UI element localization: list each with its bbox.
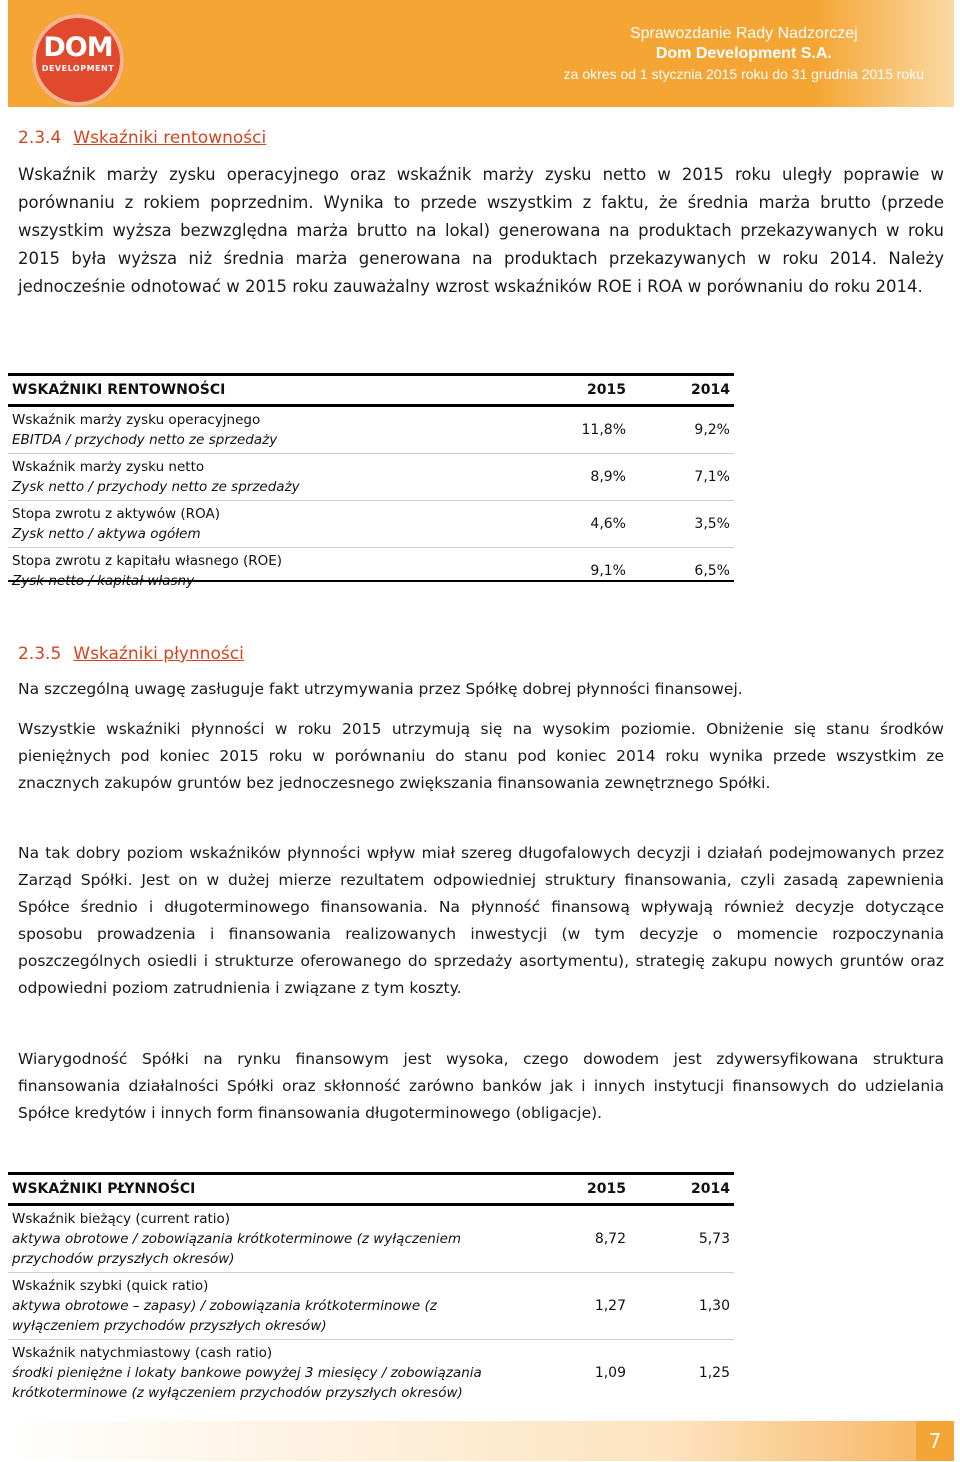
liquidity-table [8, 1172, 734, 1406]
liquidity-paragraph-1: Na szczególną uwagę zasługuje fakt utrzymywania przez Spółkę dobrej płynności finansowej. [18, 680, 743, 698]
table-header-row [8, 1174, 734, 1205]
profitability-paragraph: Wskaźnik marży zysku operacyjnego oraz wskaźnik marży zysku netto w 2015 roku uległy poprawie w porównaniu z rokiem poprzednim. Wynika to przede wszystkim z faktu, że średnia marża brutto (przede wszystkim wyższa bezwzględna marża brutto na lokal) generowana na produktach przekazywanych w roku 2015 była wyższa niż średnia marża generowana na produktach przekazywanych w roku 2014. Należy jednocześnie odnotować w 2015 roku zauważalny wzrost wskaźników ROE i ROA w porównaniu do roku 2014. [18, 165, 944, 296]
company-logo [32, 14, 124, 106]
value-2015: 1,09 [594, 1365, 626, 1381]
value-2014: 3,5% [630, 501, 734, 548]
ratio-name: Wskaźnik szybki (quick ratio) [12, 1278, 209, 1294]
ratio-name: Wskaźnik bieżący (current ratio) [12, 1211, 231, 1227]
ratio-name: Stopa zwrotu z kapitału własnego (ROE) [12, 553, 283, 569]
table-header-year-2014: 2014 [630, 375, 734, 406]
page-footer [8, 1421, 954, 1461]
logo-main-text: DOM [43, 32, 113, 63]
ratio-name: Wskaźnik marży zysku netto [12, 459, 205, 475]
section-title: Wskaźniki rentowności [73, 128, 267, 148]
table-row [8, 548, 734, 595]
section-title: Wskaźniki płynności [73, 644, 244, 664]
section-heading-profitability [18, 128, 266, 148]
table-row [8, 1205, 734, 1273]
value-2015: 9,1% [590, 563, 626, 579]
page-header [8, 0, 954, 107]
ratio-formula: EBITDA / przychody netto ze sprzedaży [12, 432, 278, 448]
ratio-formula: środki pieniężne i lokaty bankowe powyżej 3 miesięcy / zobowiązania krótkoterminowe (z wyłączeniem przychodów przyszłych okresów) [12, 1365, 482, 1401]
table-bottom-rule [8, 580, 734, 582]
table-header-row [8, 375, 734, 406]
ratio-name: Wskaźnik marży zysku operacyjnego [12, 412, 261, 428]
ratio-formula: Zysk netto / aktywa ogółem [12, 526, 201, 542]
table-row [8, 501, 734, 548]
section-number: 2.3.5 [18, 644, 62, 664]
page-number: 7 [916, 1421, 954, 1461]
value-2014: 5,73 [630, 1205, 734, 1273]
liquidity-paragraph-2: Wszystkie wskaźniki płynności w roku 2015 utrzymują się na wysokim poziomie. Obniżenie się stanu środków pieniężnych pod koniec 2015 roku w porównaniu do stanu pod koniec 2014 roku wynika przede wszystkim ze znacznych zakupów gruntów bez jednoczesnego zwiększania finansowania zewnętrznego Spółki. [18, 720, 944, 792]
company-name: Dom Development S.A. [655, 45, 832, 62]
ratio-formula: Zysk netto / kapitał własny [12, 573, 195, 589]
table-header-year-2014: 2014 [630, 1174, 734, 1205]
liquidity-paragraph-3: Na tak dobry poziom wskaźników płynności wpływ miał szereg długofalowych decyzji i działań podejmowanych przez Zarząd Spółki. Jest on w dużej mierze rezultatem odpowiedniej struktury finansowania, czyli zasadą zapewnienia Spółce średnio i długoterminowego finansowania. Na płynność finansową wpływają również decyzje dotyczące sposobu prowadzenia i finansowania realizowanych inwestycji (w tym decyzje o momencie rozpoczynania poszczególnych osiedli i strukturze oferowanego do sprzedaży asortymentu), strategię zakupu nowych gruntów oraz odpowiedni poziom zatrudnienia i związane z tym koszty. [18, 844, 944, 997]
logo-sub-text: DEVELOPMENT [41, 64, 115, 73]
ratio-formula: aktywa obrotowe – zapasy) / zobowiązania krótkoterminowe (z wyłączeniem przychodów przyszłych okresów) [12, 1298, 437, 1334]
ratio-formula: aktywa obrotowe / zobowiązania krótkoterminowe (z wyłączeniem przychodów przyszłych okresów) [12, 1231, 462, 1267]
value-2015: 8,72 [526, 1205, 630, 1273]
header-text [564, 24, 924, 84]
table-row [8, 454, 734, 501]
ratio-name: Wskaźnik natychmiastowy (cash ratio) [12, 1345, 273, 1361]
value-2014: 1,25 [698, 1365, 730, 1381]
report-period: za okres od 1 stycznia 2015 roku do 31 grudnia 2015 roku [563, 66, 924, 82]
section-number: 2.3.4 [18, 128, 62, 148]
table-row [8, 406, 734, 454]
table-row [8, 1273, 734, 1340]
value-2015: 1,27 [526, 1273, 630, 1340]
profitability-table [8, 373, 734, 594]
table-header-year-2015: 2015 [526, 375, 630, 406]
value-2014: 1,30 [630, 1273, 734, 1340]
table-header-label: WSKAŹNIKI RENTOWNOŚCI [8, 375, 526, 406]
table-row [8, 1340, 734, 1407]
value-2015: 11,8% [526, 406, 630, 454]
liquidity-paragraph-4: Wiarygodność Spółki na rynku finansowym jest wysoka, czego dowodem jest zdywersyfikowana struktura finansowania działalności Spółki oraz skłonność zarówno banków jak i innych instytucji finansowych do udzielania Spółce kredytów i innych form finansowania długoterminowego (obligacje). [18, 1050, 944, 1122]
value-2014: 6,5% [694, 563, 730, 579]
value-2015: 4,6% [526, 501, 630, 548]
ratio-name: Stopa zwrotu z aktywów (ROA) [12, 506, 220, 522]
report-title: Sprawozdanie Rady Nadzorczej [629, 25, 858, 42]
value-2014: 9,2% [630, 406, 734, 454]
ratio-formula: Zysk netto / przychody netto ze sprzedaży [12, 479, 300, 495]
value-2015: 8,9% [526, 454, 630, 501]
value-2014: 7,1% [630, 454, 734, 501]
table-header-year-2015: 2015 [526, 1174, 630, 1205]
section-heading-liquidity [18, 644, 244, 664]
table-header-label: WSKAŹNIKI PŁYNNOŚCI [8, 1174, 526, 1205]
